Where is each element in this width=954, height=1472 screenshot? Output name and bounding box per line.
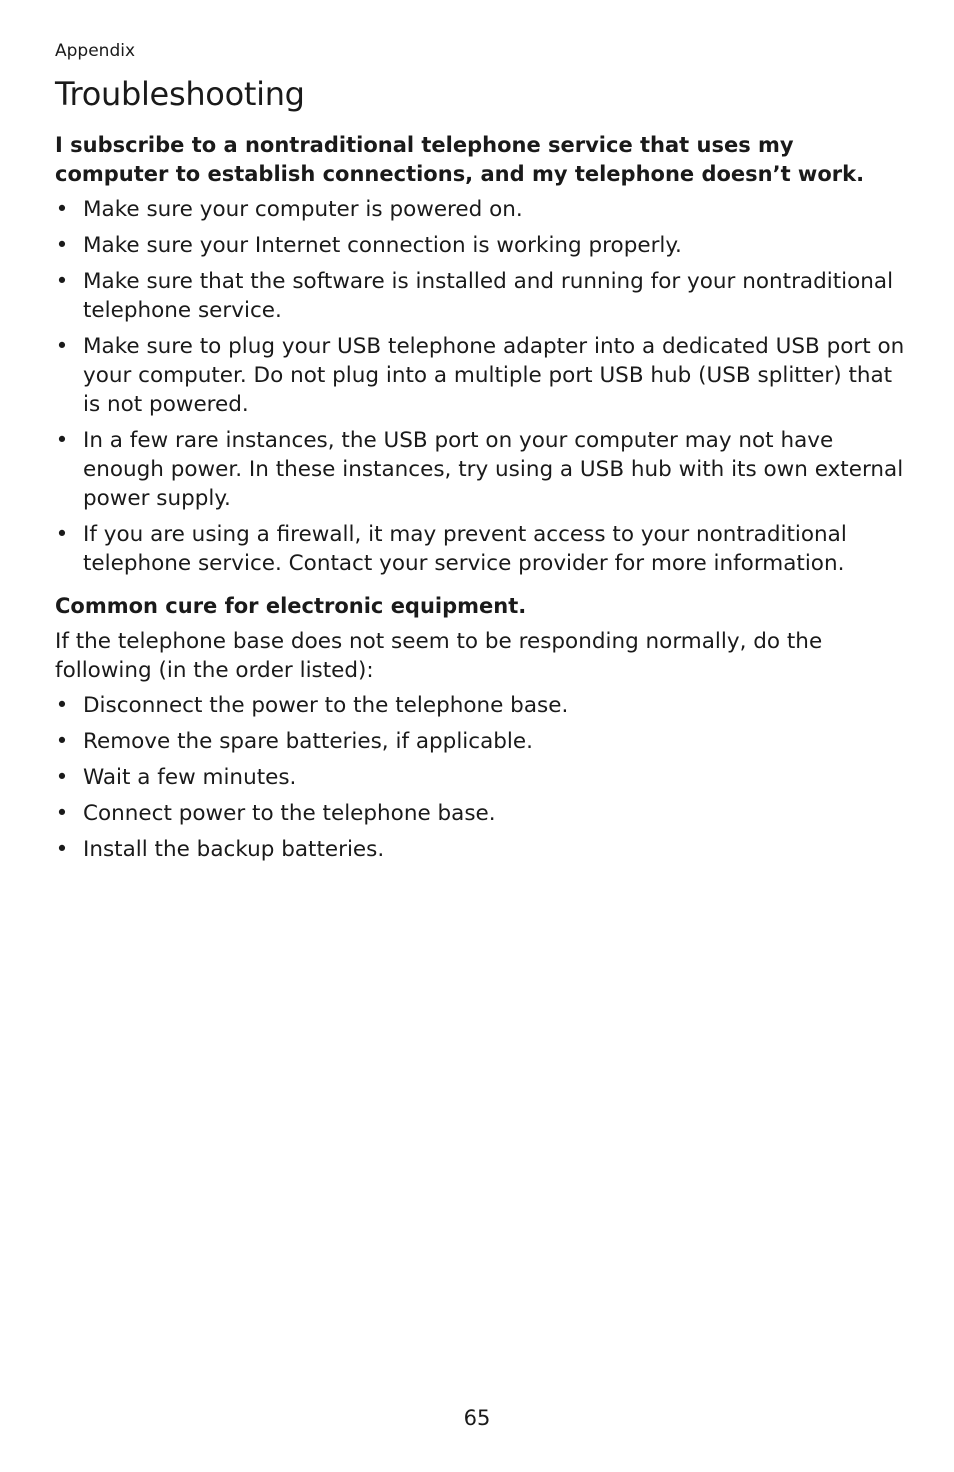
list-item-text: Wait a few minutes. <box>83 765 297 790</box>
list-item <box>55 691 905 720</box>
computer-service-bullet-list <box>55 195 905 578</box>
list-item <box>55 799 905 828</box>
bullet-icon: • <box>55 522 69 547</box>
list-item <box>55 231 905 260</box>
problem-heading-computer-service: I subscribe to a nontraditional telephone service that uses my computer to establish connections, and my telephone doesn’t work. <box>55 133 865 186</box>
section-label: Appendix <box>55 41 136 61</box>
problem-heading-common-cure: Common cure for electronic equipment. <box>55 594 527 618</box>
bullet-icon: • <box>55 233 69 258</box>
bullet-icon: • <box>55 197 69 222</box>
list-item-text: Install the backup batteries. <box>83 837 385 862</box>
bullet-icon: • <box>55 837 69 862</box>
common-cure-intro: If the telephone base does not seem to be responding normally, do the following (in the order listed): <box>55 629 823 683</box>
bullet-icon: • <box>55 729 69 754</box>
bullet-icon: • <box>55 428 69 453</box>
bullet-icon: • <box>55 693 69 718</box>
list-item-text: Disconnect the power to the telephone base. <box>83 693 569 718</box>
page-title: Troubleshooting <box>55 75 305 113</box>
common-cure-bullet-list <box>55 691 905 864</box>
bullet-icon: • <box>55 765 69 790</box>
list-item-text: Remove the spare batteries, if applicable. <box>83 729 533 754</box>
list-item-text: In a few rare instances, the USB port on your computer may not have enough power. In these instances, try using a USB hub with its own external power supply. <box>83 428 904 511</box>
list-item-text: Make sure to plug your USB telephone adapter into a dedicated USB port on your computer. Do not plug into a multiple port USB hub (USB splitter) that is not powered. <box>83 334 905 417</box>
bullet-icon: • <box>55 334 69 359</box>
bullet-icon: • <box>55 269 69 294</box>
list-item <box>55 727 905 756</box>
list-item-text: Connect power to the telephone base. <box>83 801 496 826</box>
list-item <box>55 520 905 578</box>
list-item <box>55 835 905 864</box>
list-item-text: Make sure your Internet connection is working properly. <box>83 233 682 258</box>
bullet-icon: • <box>55 801 69 826</box>
list-item <box>55 332 905 419</box>
list-item <box>55 267 905 325</box>
page-number: 65 <box>463 1406 491 1430</box>
list-item <box>55 195 905 224</box>
list-item-text: Make sure your computer is powered on. <box>83 197 523 222</box>
list-item <box>55 426 905 513</box>
list-item <box>55 763 905 792</box>
main-content <box>55 131 905 871</box>
list-item-text: Make sure that the software is installed and running for your nontraditional telephone service. <box>83 269 894 323</box>
list-item-text: If you are using a firewall, it may prevent access to your nontraditional telephone service. Contact your service provider for more information. <box>83 522 847 576</box>
